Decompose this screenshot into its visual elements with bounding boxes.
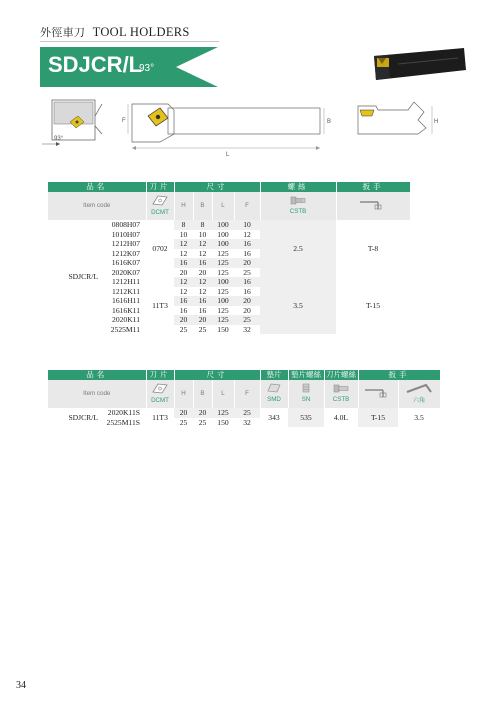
- wrench-size-cell: T-15: [365, 300, 381, 310]
- detail-angle-label: 93°: [54, 136, 64, 142]
- col-header-wrench: 扳手: [358, 370, 440, 380]
- dim-l-header: L: [212, 380, 234, 408]
- cell-l: 100: [217, 229, 229, 239]
- hex-wrench-size-cell: 3.5: [414, 412, 424, 422]
- wrench-size-cell: T-8: [367, 243, 379, 253]
- page-number: 34: [16, 680, 26, 691]
- torx-wrench-cell: [358, 380, 398, 408]
- torx-wrench-icon: [363, 387, 393, 399]
- header-divider: [40, 41, 219, 42]
- item-code-header: Item code: [48, 192, 146, 220]
- cell-l: 125: [217, 248, 229, 258]
- col-header-name: 品名: [48, 370, 146, 380]
- cell-l: 125: [217, 305, 229, 315]
- cell-b: 12: [193, 277, 212, 287]
- cell-b: 20: [193, 315, 212, 325]
- col-header-shim-screw: 墊片螺絲: [288, 370, 324, 380]
- col-header-dimensions: 尺寸: [174, 182, 260, 192]
- cell-l: 125: [212, 315, 234, 325]
- hex-wrench-cell: [398, 380, 440, 408]
- torx-wrench-icon: [358, 199, 388, 211]
- screw-type-label: CSTB: [332, 395, 350, 403]
- holder-side-view: [122, 104, 331, 158]
- wrench-type-cell: [336, 192, 410, 220]
- dim-f-header: F: [234, 380, 260, 408]
- cell-b: 16: [193, 258, 212, 268]
- cell-l: 125: [217, 267, 229, 277]
- insert-type-label: DCMT: [151, 208, 169, 216]
- insert-type-cell: [146, 192, 174, 220]
- dim-f-header: F: [234, 192, 260, 220]
- table-row-code: 1010H07: [111, 229, 140, 239]
- cell-l: 150: [217, 417, 229, 427]
- cell-l: 100: [212, 239, 234, 249]
- cell-h: 16: [174, 258, 193, 268]
- dim-h-header: H: [174, 192, 193, 220]
- shim-screw-size-cell: 535: [288, 408, 324, 427]
- table-row-code: 2020K11S: [107, 408, 140, 417]
- cell-b: 25: [198, 324, 207, 334]
- table-row-code: 1212K11: [112, 286, 140, 296]
- col-header-shim: 墊片: [260, 370, 288, 380]
- category-zh: 外徑車刀: [40, 26, 86, 39]
- dim-h-header: H: [174, 380, 193, 408]
- holder-end-view: [358, 102, 438, 134]
- insert-type-label: DCMT: [151, 396, 169, 404]
- cell-h: 12: [179, 286, 188, 296]
- tool-holder-photo: [368, 46, 466, 86]
- product-title: SDJCR/L: [48, 52, 143, 77]
- screw-type-cell: [260, 192, 336, 220]
- product-name-cell: SDJCR/L: [68, 412, 98, 422]
- dim-l-header: L: [212, 192, 234, 220]
- cell-f: 16: [234, 277, 260, 287]
- cell-b: 12: [198, 286, 207, 296]
- spec-table-1: [48, 182, 411, 334]
- dim-b-label: B: [327, 119, 332, 125]
- rhombic-insert-icon: [152, 195, 168, 206]
- cell-f: 12: [243, 229, 251, 239]
- cell-b: 12: [198, 248, 207, 258]
- hex-wrench-label: 六角: [412, 397, 426, 405]
- table-row-code: 2525M11S: [106, 417, 140, 427]
- cell-h: 10: [179, 229, 188, 239]
- dim-h-label: H: [434, 119, 439, 125]
- cell-f: 25: [234, 315, 260, 325]
- cell-b: 8: [193, 220, 212, 230]
- col-header-name: 品名: [48, 182, 146, 192]
- cell-b: 20: [193, 408, 212, 418]
- cell-b: 20: [198, 267, 207, 277]
- screw-type-label: CSTB: [289, 207, 307, 215]
- cell-f: 32: [243, 324, 251, 334]
- cell-h: 16: [179, 305, 188, 315]
- dim-b-header: B: [193, 380, 212, 408]
- cell-f: 16: [243, 286, 251, 296]
- cell-h: 12: [179, 248, 188, 258]
- table-row-code: 2525M11: [110, 324, 140, 334]
- cell-b: 10: [198, 229, 207, 239]
- table-row-code: 1616K07: [111, 258, 140, 267]
- cell-l: 100: [212, 296, 234, 306]
- table-row-code: 2020K07: [111, 267, 140, 277]
- cell-h: 8: [174, 220, 193, 230]
- cell-b: 16: [193, 296, 212, 306]
- shim-type-label: SMD: [267, 396, 281, 404]
- screw-size-cell: 4.0L: [333, 412, 349, 422]
- dim-b-header: B: [193, 192, 212, 220]
- shim-size-cell: 343: [268, 412, 280, 422]
- page-header: [40, 24, 190, 40]
- cell-h: 12: [174, 239, 193, 249]
- spec-table-2: [48, 370, 441, 427]
- table-row-code: 2020K11: [112, 315, 140, 324]
- shim-type-cell: [260, 380, 288, 408]
- cell-f: 20: [234, 258, 260, 268]
- cell-b: 12: [193, 239, 212, 249]
- cell-f: 20: [243, 305, 251, 315]
- screw-type-cell: [324, 380, 358, 408]
- shim-icon: [267, 383, 281, 393]
- category-en: TOOL HOLDERS: [92, 25, 190, 39]
- rhombic-insert-icon: [152, 383, 168, 394]
- banner-fold: [176, 47, 218, 87]
- screw-icon: [333, 384, 349, 393]
- insert-size-cell: 0702: [152, 243, 168, 253]
- product-angle: 93°: [139, 63, 155, 74]
- cell-h: 25: [179, 324, 188, 334]
- table-row-code: 0808H07: [111, 220, 140, 229]
- shim-screw-type-label: SN: [301, 396, 311, 404]
- product-name-cell: SDJCR/L: [68, 272, 98, 282]
- table-row-code: 1616H11: [112, 296, 140, 305]
- cell-h: 20: [179, 267, 188, 277]
- cell-f: 32: [243, 417, 251, 427]
- insert-detail-view: [42, 100, 102, 146]
- col-header-wrench: 扳手: [336, 182, 410, 192]
- table-row-code: 1212H07: [111, 239, 140, 248]
- item-code-header: Item code: [48, 380, 146, 408]
- hex-wrench-icon: [404, 382, 434, 394]
- table-row-code: 1212K07: [111, 248, 140, 258]
- insert-type-cell: [146, 380, 174, 408]
- col-header-insert-screw: 刀片螺絲: [326, 370, 356, 380]
- dim-f-label: F: [122, 118, 126, 124]
- cell-l: 100: [212, 277, 234, 287]
- cell-f: 16: [243, 248, 251, 258]
- screw-size-cell: 3.5: [260, 277, 336, 334]
- col-header-dimensions: 尺寸: [174, 370, 260, 380]
- shim-screw-type-cell: [288, 380, 324, 408]
- cell-l: 125: [212, 258, 234, 268]
- cell-l: 100: [212, 220, 234, 230]
- cell-l: 125: [217, 286, 229, 296]
- cell-f: 20: [234, 296, 260, 306]
- col-header-insert: 刀片: [146, 370, 174, 380]
- cell-f: 25: [243, 267, 251, 277]
- insert-size-cell: 11T3: [152, 412, 168, 422]
- torx-wrench-size-cell: T-15: [358, 408, 398, 427]
- dim-l-label: L: [226, 152, 230, 158]
- insert-size-cell: 11T3: [152, 300, 168, 310]
- col-header-insert: 刀片: [146, 182, 174, 192]
- technical-drawing: [40, 96, 470, 166]
- cell-l: 125: [212, 408, 234, 418]
- cell-h: 20: [174, 315, 193, 325]
- table-row-code: 1616K11: [112, 305, 140, 315]
- cell-f: 10: [234, 220, 260, 230]
- cell-h: 12: [174, 277, 193, 287]
- cell-f: 25: [234, 408, 260, 418]
- screw-size-cell: 2.5: [260, 220, 336, 277]
- shim-screw-icon: [299, 383, 313, 393]
- cell-h: 20: [174, 408, 193, 418]
- cell-b: 16: [198, 305, 207, 315]
- cell-f: 16: [234, 239, 260, 249]
- cell-b: 25: [198, 417, 207, 427]
- col-header-screw: 螺絲: [260, 182, 336, 192]
- cell-h: 16: [174, 296, 193, 306]
- table-row-code: 1212H11: [112, 277, 140, 286]
- cell-l: 150: [217, 324, 229, 334]
- screw-icon: [290, 196, 306, 205]
- cell-h: 25: [179, 417, 188, 427]
